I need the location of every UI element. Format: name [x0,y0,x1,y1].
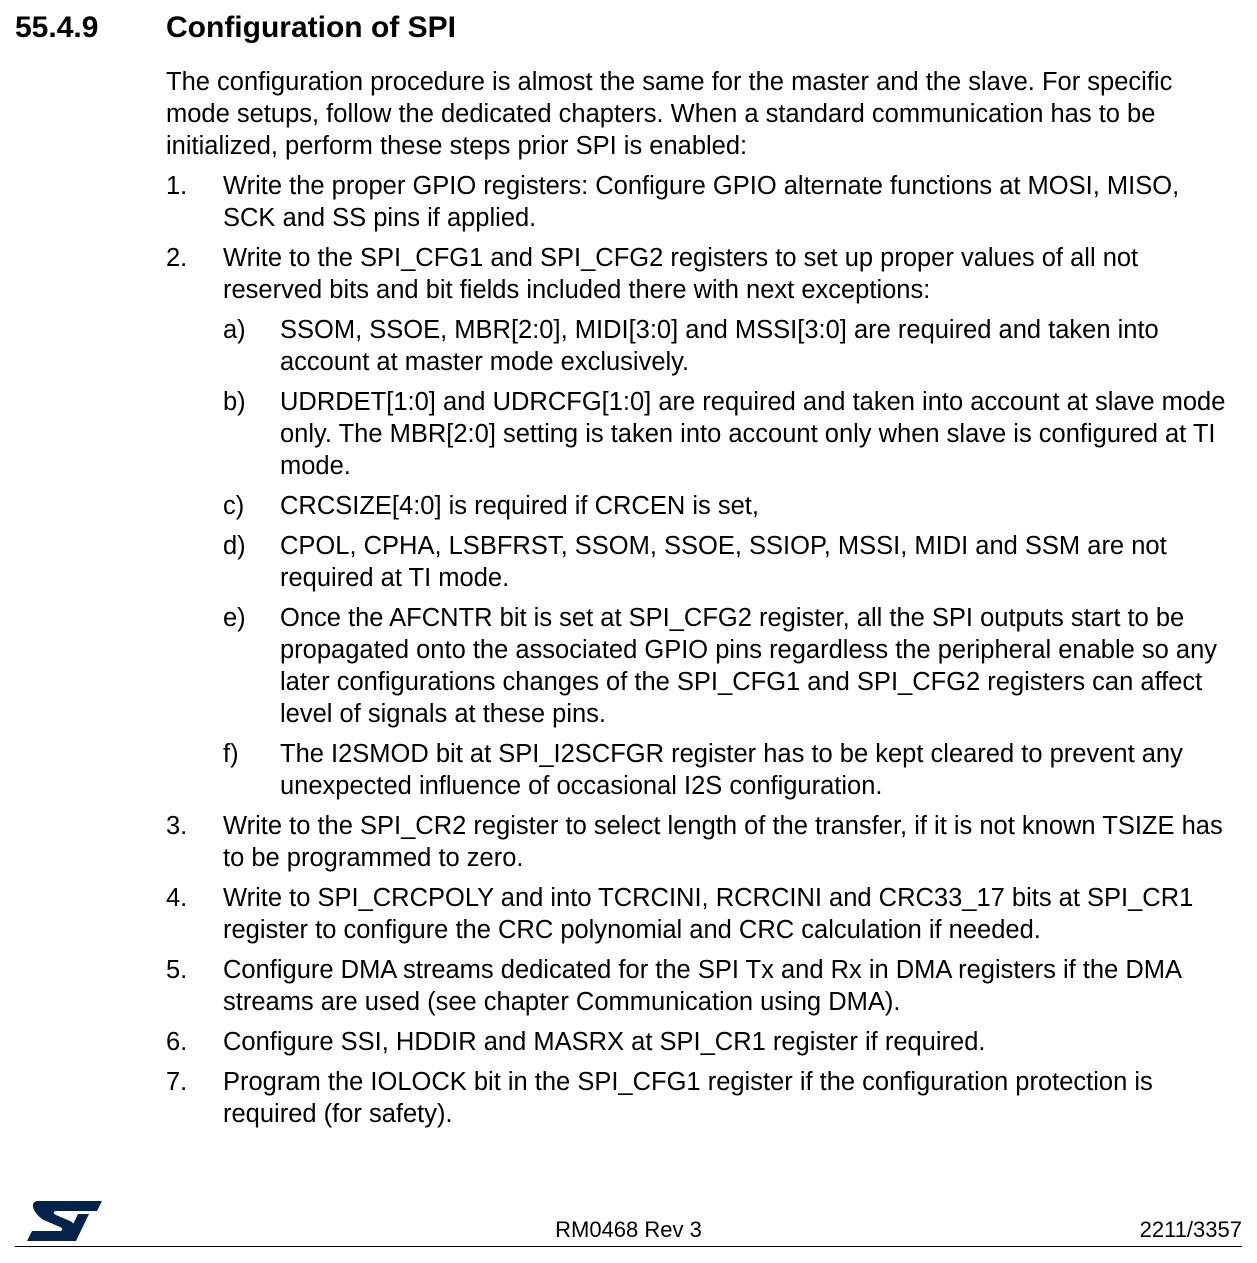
list-item-step-6 [166,1026,1236,1058]
substep-text: The I2SMOD bit at SPI_I2SCFGR register has to be kept cleared to prevent any unexpected influence of occasional I2S configuration. [280,740,1183,800]
list-item-substep-b [223,386,1236,482]
list-item-step-2 [166,242,1236,802]
substep-text: CRCSIZE[4:0] is required if CRCEN is set, [280,492,759,520]
step-text: Program the IOLOCK bit in the SPI_CFG1 register if the configuration protection is required (for safety). [223,1068,1153,1128]
list-item-step-4 [166,882,1236,946]
intro-paragraph: The configuration procedure is almost the same for the master and the slave. For specific mode setups, follow the dedicated chapters. When a standard communication has to be initialized, perform these steps prior SPI is enabled: [166,68,1173,160]
list-item-step-5 [166,954,1236,1018]
list-item-step-3 [166,810,1236,874]
list-item-substep-e [223,602,1236,730]
list-item-substep-d [223,530,1236,594]
section-body [166,66,1236,1138]
step-text: Write to SPI_CRCPOLY and into TCRCINI, RCRCINI and CRC33_17 bits at SPI_CR1 register to configure the CRC polynomial and CRC calculation if needed. [223,884,1194,944]
step-text: Configure SSI, HDDIR and MASRX at SPI_CR1 register if required. [223,1028,986,1056]
document-reference: RM0468 Rev 3 [555,1217,702,1242]
list-item-substep-c [223,490,1236,522]
substep-text: CPOL, CPHA, LSBFRST, SSOM, SSOE, SSIOP, MSSI, MIDI and SSM are not required at TI mode. [280,532,1167,592]
step-number: 5. [166,956,188,984]
step-number: 6. [166,1028,188,1056]
substep-letter: a) [223,316,246,344]
footer-divider [15,1246,1242,1247]
step-number: 7. [166,1068,188,1096]
list-item-step-7 [166,1066,1236,1130]
list-item-substep-a [223,314,1236,378]
substep-text: SSOM, SSOE, MBR[2:0], MIDI[3:0] and MSSI[3:0] are required and taken into account at master mode exclusively. [280,316,1159,376]
substep-letter: f) [223,740,239,768]
step-number: 4. [166,884,188,912]
step-text: Write the proper GPIO registers: Configure GPIO alternate functions at MOSI, MISO, SCK and SS pins if applied. [223,172,1180,232]
substep-letter: c) [223,492,245,520]
step-number: 3. [166,812,188,840]
step-text: Write to the SPI_CFG1 and SPI_CFG2 registers to set up proper values of all not reserved bits and bit fields included there with next exceptions: [223,244,1139,304]
substep-letter: e) [223,604,246,632]
step-number: 2. [166,244,188,272]
step-number: 1. [166,172,188,200]
substep-letter: b) [223,388,246,416]
section-title: Configuration of SPI [166,11,456,44]
substep-text: Once the AFCNTR bit is set at SPI_CFG2 register, all the SPI outputs start to be propagated onto the associated GPIO pins regardless the peripheral enable so any later configurations changes of the SPI_CFG1 and SPI_CFG2 registers can affect level of signals at these pins. [280,604,1218,728]
step-text: Write to the SPI_CR2 register to select length of the transfer, if it is not known TSIZE has to be programmed to zero. [223,812,1223,872]
substep-letter: d) [223,532,246,560]
section-number: 55.4.9 [15,11,99,44]
page-number: 2211/3357 [1139,1217,1242,1242]
list-item-substep-f [223,738,1236,802]
list-item-step-1 [166,170,1236,234]
step-text: Configure DMA streams dedicated for the SPI Tx and Rx in DMA registers if the DMA streams are used (see chapter Communication using DMA). [223,956,1181,1016]
substep-text: UDRDET[1:0] and UDRCFG[1:0] are required and taken into account at slave mode only. The MBR[2:0] setting is taken into account only when slave is configured at TI mode. [280,388,1226,480]
